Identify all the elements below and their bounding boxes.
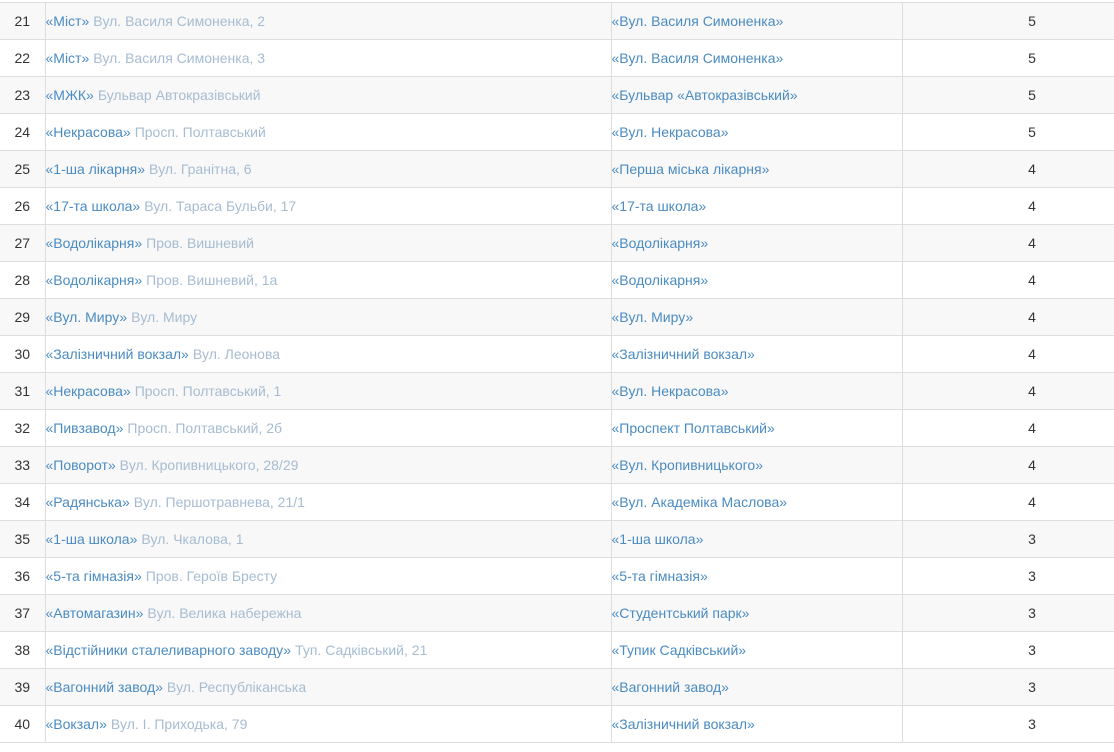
route-count-cell: 3 (902, 706, 1114, 743)
stop-name-link[interactable]: «1-ша школа» (45, 531, 138, 547)
stop-cell (611, 40, 902, 77)
stop-name-cell (45, 188, 611, 225)
stop-address-text: Вул. Чкалова, 1 (141, 531, 244, 547)
stop-name-cell (45, 706, 611, 743)
stops-table (0, 2, 1114, 743)
stop-name-cell (45, 447, 611, 484)
stop-address-text: Просп. Полтавський (134, 124, 266, 140)
stop-name-link[interactable]: «Відстійники сталеливарного заводу» (45, 642, 292, 658)
row-number-cell: 31 (0, 373, 45, 410)
row-number-cell: 22 (0, 40, 45, 77)
stop-address-text: Вул. Велика набережна (147, 605, 302, 621)
stop-name-link[interactable]: «Некрасова» (45, 383, 131, 399)
stop-cell (611, 188, 902, 225)
table-row (0, 484, 1114, 521)
stop-link[interactable]: «Перша міська лікарня» (611, 161, 770, 177)
row-number-cell: 21 (0, 3, 45, 40)
stop-cell (611, 521, 902, 558)
stop-address-text: Пров. Вишневий (146, 235, 254, 251)
row-number-cell: 30 (0, 336, 45, 373)
route-count-cell: 3 (902, 632, 1114, 669)
stop-link[interactable]: «Водолікарня» (611, 272, 709, 288)
row-number-cell: 29 (0, 299, 45, 336)
row-number-cell: 35 (0, 521, 45, 558)
stop-name-cell (45, 558, 611, 595)
stop-name-cell (45, 373, 611, 410)
stop-name-link[interactable]: «Міст» (45, 50, 90, 66)
stop-name-cell (45, 484, 611, 521)
route-count-cell: 4 (902, 188, 1114, 225)
stop-name-cell (45, 669, 611, 706)
stop-name-cell (45, 410, 611, 447)
stop-name-link[interactable]: «Вагонний завод» (45, 679, 163, 695)
table-row (0, 188, 1114, 225)
stop-cell (611, 114, 902, 151)
table-row (0, 114, 1114, 151)
stop-name-cell (45, 299, 611, 336)
stop-address-text: Вул. Василя Симоненка, 3 (93, 50, 266, 66)
stop-link[interactable]: «Вул. Василя Симоненка» (611, 50, 784, 66)
stop-cell (611, 77, 902, 114)
stop-name-link[interactable]: «17-та школа» (45, 198, 141, 214)
route-count-cell: 5 (902, 40, 1114, 77)
stop-link[interactable]: «Залізничний вокзал» (611, 346, 755, 362)
stop-address-text: Пров. Вишневий, 1а (146, 272, 278, 288)
stop-cell (611, 151, 902, 188)
table-row (0, 669, 1114, 706)
stop-link[interactable]: «Студентський парк» (611, 605, 750, 621)
stop-link[interactable]: «Вул. Некрасова» (611, 383, 729, 399)
stop-name-cell (45, 521, 611, 558)
row-number-cell: 26 (0, 188, 45, 225)
stop-name-link[interactable]: «Міст» (45, 13, 90, 29)
stop-name-link[interactable]: «Радянська» (45, 494, 130, 510)
table-row (0, 632, 1114, 669)
stop-cell (611, 225, 902, 262)
row-number-cell: 32 (0, 410, 45, 447)
row-number-cell: 33 (0, 447, 45, 484)
table-row (0, 373, 1114, 410)
stop-link[interactable]: «Тупик Садківський» (611, 642, 747, 658)
stop-address-text: Вул. І. Приходька, 79 (110, 716, 248, 732)
table-row (0, 595, 1114, 632)
stop-cell (611, 484, 902, 521)
row-number-cell: 24 (0, 114, 45, 151)
stop-link[interactable]: «Вул. Некрасова» (611, 124, 729, 140)
row-number-cell: 28 (0, 262, 45, 299)
stop-name-cell (45, 262, 611, 299)
stop-address-text: Вул. Тараса Бульби, 17 (144, 198, 297, 214)
route-count-cell: 4 (902, 299, 1114, 336)
route-count-cell: 4 (902, 484, 1114, 521)
stop-name-link[interactable]: «МЖК» (45, 87, 94, 103)
stop-name-link[interactable]: «Вокзал» (45, 716, 107, 732)
stop-name-cell (45, 632, 611, 669)
stop-name-link[interactable]: «Водолікарня» (45, 272, 143, 288)
stop-name-cell (45, 114, 611, 151)
row-number-cell: 40 (0, 706, 45, 743)
stop-address-text: Вул. Василя Симоненка, 2 (93, 13, 266, 29)
stop-address-text: Пров. Героїв Бресту (145, 568, 278, 584)
stop-address-text: Просп. Полтавський, 1 (134, 383, 282, 399)
stop-name-link[interactable]: «Некрасова» (45, 124, 131, 140)
table-row (0, 299, 1114, 336)
route-count-cell: 5 (902, 77, 1114, 114)
row-number-cell: 23 (0, 77, 45, 114)
table-row (0, 558, 1114, 595)
stop-link[interactable]: «Проспект Полтавський» (611, 420, 775, 436)
route-count-cell: 4 (902, 225, 1114, 262)
stop-name-link[interactable]: «5-та гімназія» (45, 568, 142, 584)
stop-name-cell (45, 151, 611, 188)
stop-address-text: Вул. Гранітна, 6 (149, 161, 252, 177)
stop-link[interactable]: «Водолікарня» (611, 235, 709, 251)
table-row (0, 40, 1114, 77)
stop-cell (611, 632, 902, 669)
route-count-cell: 4 (902, 262, 1114, 299)
row-number-cell: 34 (0, 484, 45, 521)
row-number-cell: 27 (0, 225, 45, 262)
stop-name-link[interactable]: «Водолікарня» (45, 235, 143, 251)
row-number-cell: 38 (0, 632, 45, 669)
stop-cell (611, 410, 902, 447)
stop-address-text: Просп. Полтавський, 2б (127, 420, 283, 436)
stop-link[interactable]: «1-ша школа» (611, 531, 704, 547)
stop-link[interactable]: «Вул. Миру» (611, 309, 694, 325)
stop-cell (611, 3, 902, 40)
stop-link[interactable]: «Вул. Академіка Маслова» (611, 494, 788, 510)
stop-name-cell (45, 40, 611, 77)
stop-address-text: Вул. Миру (131, 309, 198, 325)
stop-address-text: Вул. Кропивницького, 28/29 (119, 457, 299, 473)
stop-link[interactable]: «Залізничний вокзал» (611, 716, 755, 732)
stop-name-cell (45, 336, 611, 373)
route-count-cell: 4 (902, 447, 1114, 484)
stop-link[interactable]: «Вул. Василя Симоненка» (611, 13, 784, 29)
table-row (0, 706, 1114, 743)
stop-address-text: Вул. Республіканська (166, 679, 307, 695)
route-count-cell: 5 (902, 3, 1114, 40)
stop-link[interactable]: «Вул. Кропивницького» (611, 457, 763, 473)
stop-address-text: Вул. Першотравнева, 21/1 (133, 494, 305, 510)
stop-name-cell (45, 3, 611, 40)
table-row (0, 225, 1114, 262)
row-number-cell: 39 (0, 669, 45, 706)
stop-link[interactable]: «5-та гімназія» (611, 568, 708, 584)
table-row (0, 447, 1114, 484)
stop-name-cell (45, 595, 611, 632)
row-number-cell: 37 (0, 595, 45, 632)
stop-address-text: Туп. Садківський, 21 (295, 642, 428, 658)
stop-name-link[interactable]: «Поворот» (45, 457, 116, 473)
row-number-cell: 25 (0, 151, 45, 188)
table-row (0, 3, 1114, 40)
table-row (0, 151, 1114, 188)
stop-name-link[interactable]: «Автомагазин» (45, 605, 144, 621)
table-row (0, 262, 1114, 299)
stop-name-cell (45, 225, 611, 262)
stop-link[interactable]: «Вагонний завод» (611, 679, 729, 695)
stop-cell (611, 262, 902, 299)
row-number-cell: 36 (0, 558, 45, 595)
stop-cell (611, 336, 902, 373)
route-count-cell: 4 (902, 151, 1114, 188)
stop-cell (611, 373, 902, 410)
table-row (0, 521, 1114, 558)
route-count-cell: 4 (902, 336, 1114, 373)
stop-cell (611, 595, 902, 632)
stop-address-text: Бульвар Автокразівський (97, 87, 261, 103)
table-row (0, 336, 1114, 373)
route-count-cell: 5 (902, 114, 1114, 151)
stop-address-text: Вул. Леонова (192, 346, 281, 362)
stop-name-link[interactable]: «Вул. Миру» (45, 309, 128, 325)
stop-cell (611, 299, 902, 336)
stop-cell (611, 558, 902, 595)
route-count-cell: 4 (902, 373, 1114, 410)
stop-name-link[interactable]: «Залізничний вокзал» (45, 346, 189, 362)
stop-cell (611, 706, 902, 743)
stop-name-link[interactable]: «1-ша лікарня» (45, 161, 146, 177)
stop-name-link[interactable]: «Пивзавод» (45, 420, 124, 436)
route-count-cell: 3 (902, 521, 1114, 558)
stop-name-cell (45, 77, 611, 114)
route-count-cell: 3 (902, 558, 1114, 595)
stop-cell (611, 447, 902, 484)
stop-cell (611, 669, 902, 706)
route-count-cell: 3 (902, 669, 1114, 706)
route-count-cell: 4 (902, 410, 1114, 447)
stop-link[interactable]: «17-та школа» (611, 198, 707, 214)
table-row (0, 77, 1114, 114)
route-count-cell: 3 (902, 595, 1114, 632)
stop-link[interactable]: «Бульвар «Автокразівський» (611, 87, 798, 103)
table-row (0, 410, 1114, 447)
